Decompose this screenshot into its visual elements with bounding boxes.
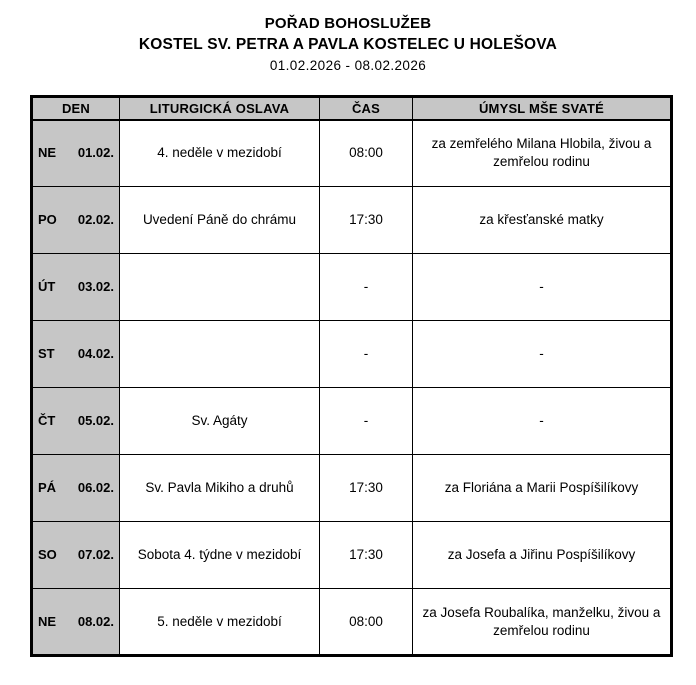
day-date: 05.02. <box>77 413 114 428</box>
day-date: 01.02. <box>77 145 114 161</box>
intention-cell: - <box>413 321 672 388</box>
header-time: ČAS <box>320 97 413 120</box>
table-row <box>32 522 672 589</box>
time-cell: 08:00 <box>320 589 413 656</box>
church-name: KOSTEL SV. PETRA A PAVLA KOSTELEC U HOLEŠOVA <box>138 36 558 53</box>
day-cell <box>32 120 120 187</box>
time-cell: 17:30 <box>320 187 413 254</box>
day-cell <box>32 522 120 589</box>
intention-cell: za Floriána a Marii Pospíšilíkovy <box>413 455 672 522</box>
celebration-cell: Sv. Pavla Mikiho a druhů <box>120 455 320 522</box>
time-cell: 17:30 <box>320 455 413 522</box>
day-date: 04.02. <box>77 346 114 361</box>
table-row <box>32 187 672 254</box>
intention-cell: - <box>413 388 672 455</box>
intention-cell: - <box>413 254 672 321</box>
day-abbr: PO <box>38 212 57 227</box>
intention-cell: za Josefa a Jiřinu Pospíšilíkovy <box>413 522 672 589</box>
day-cell <box>32 455 120 522</box>
time-cell: 17:30 <box>320 522 413 589</box>
table-row <box>32 589 672 656</box>
table-row <box>32 455 672 522</box>
celebration-cell <box>120 321 320 388</box>
day-date: 03.02. <box>77 279 114 294</box>
day-cell <box>32 388 120 455</box>
day-cell <box>32 321 120 388</box>
day-abbr: ÚT <box>38 279 56 294</box>
celebration-cell: 5. neděle v mezidobí <box>120 589 320 656</box>
schedule-table-body <box>32 120 672 656</box>
day-abbr: SO <box>38 547 57 562</box>
header-intention: ÚMYSL MŠE SVATÉ <box>413 97 672 120</box>
table-row <box>32 120 672 187</box>
day-date: 08.02. <box>77 613 114 629</box>
celebration-cell: Uvedení Páně do chrámu <box>120 187 320 254</box>
date-range: 01.02.2026 - 08.02.2026 <box>269 58 427 73</box>
day-abbr: NE <box>38 145 57 161</box>
intention-cell: za zemřelého Milana Hlobila, živou a zemřelou rodinu <box>413 120 672 187</box>
table-row <box>32 254 672 321</box>
day-cell <box>32 254 120 321</box>
time-cell: - <box>320 254 413 321</box>
schedule-table-header <box>32 97 672 120</box>
day-abbr: PÁ <box>38 480 57 495</box>
day-abbr: ČT <box>38 413 56 428</box>
day-cell <box>32 589 120 656</box>
header-day: DEN <box>32 97 120 120</box>
table-row <box>32 321 672 388</box>
day-abbr: ST <box>38 346 55 361</box>
celebration-cell: 4. neděle v mezidobí <box>120 120 320 187</box>
schedule-table <box>30 95 673 657</box>
time-cell: - <box>320 321 413 388</box>
celebration-cell: Sv. Agáty <box>120 388 320 455</box>
time-cell: 08:00 <box>320 120 413 187</box>
schedule-table-container <box>30 95 673 657</box>
header-celebration: LITURGICKÁ OSLAVA <box>120 97 320 120</box>
day-date: 06.02. <box>77 480 114 495</box>
day-date: 07.02. <box>77 547 114 562</box>
celebration-cell <box>120 254 320 321</box>
day-cell <box>32 187 120 254</box>
day-date: 02.02. <box>77 212 114 227</box>
celebration-cell: Sobota 4. týdne v mezidobí <box>120 522 320 589</box>
table-row <box>32 388 672 455</box>
intention-cell: za Josefa Roubalíka, manželku, živou a zemřelou rodinu <box>413 589 672 656</box>
time-cell: - <box>320 388 413 455</box>
intention-cell: za křesťanské matky <box>413 187 672 254</box>
document-title-block <box>0 0 696 77</box>
day-abbr: NE <box>38 613 57 629</box>
document-title: POŘAD BOHOSLUŽEB <box>264 15 432 32</box>
